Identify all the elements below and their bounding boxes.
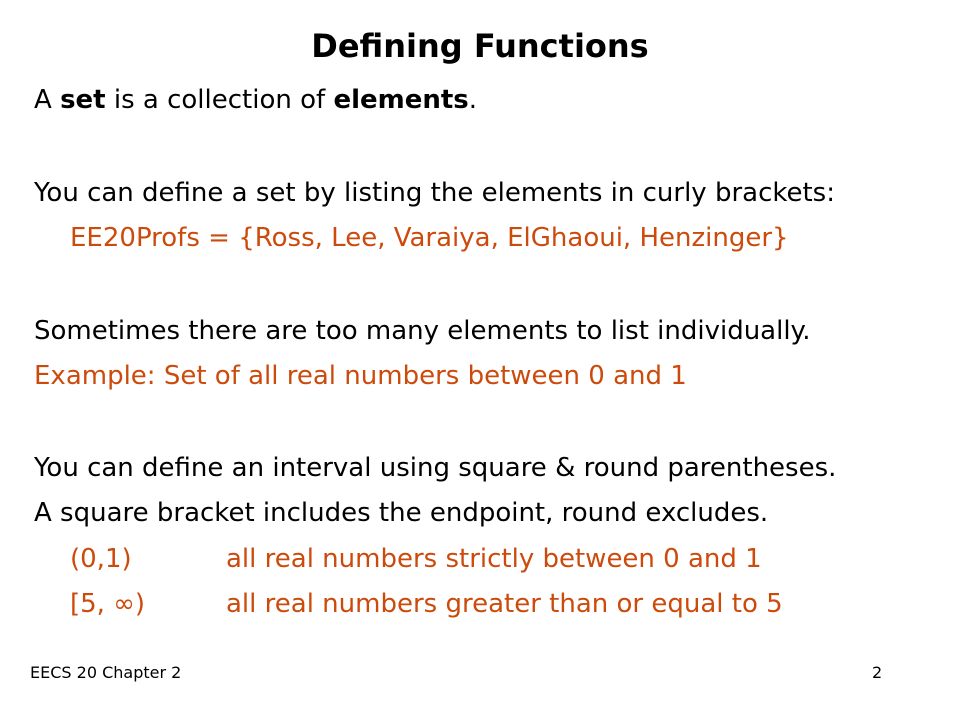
interval-row xyxy=(70,584,783,624)
set-def-text-1: A xyxy=(34,85,61,115)
interval-sentence: You can define an interval using square & round parentheses. xyxy=(34,453,837,483)
set-example: EE20Profs = {Ross, Lee, Varaiya, ElGhaoui, Henzinger} xyxy=(70,223,789,253)
footer-course-label: EECS 20 Chapter 2 xyxy=(30,663,182,682)
bracket-rule-sentence: A square bracket includes the endpoint, round excludes. xyxy=(34,498,769,528)
interval-description: all real numbers strictly between 0 and 1 xyxy=(226,544,762,574)
interval-notation: (0,1) xyxy=(70,544,132,574)
set-def-text-2: is a collection of xyxy=(105,85,334,115)
interval-notation: [5, ∞) xyxy=(70,589,146,619)
interval-description: all real numbers greater than or equal to 5 xyxy=(226,589,783,619)
footer-page-number: 2 xyxy=(872,663,883,682)
set-def-text-3: . xyxy=(468,85,478,115)
too-many-sentence: Sometimes there are too many elements to list individually. xyxy=(34,316,811,346)
slide-title: Defining Functions xyxy=(311,27,649,65)
set-term: set xyxy=(60,85,106,115)
interval-row xyxy=(70,539,762,579)
listing-sentence: You can define a set by listing the elements in curly brackets: xyxy=(34,178,835,208)
real-numbers-example: Example: Set of all real numbers between 0 and 1 xyxy=(34,361,687,391)
set-definition-line xyxy=(34,80,477,120)
elements-term: elements xyxy=(333,85,469,115)
